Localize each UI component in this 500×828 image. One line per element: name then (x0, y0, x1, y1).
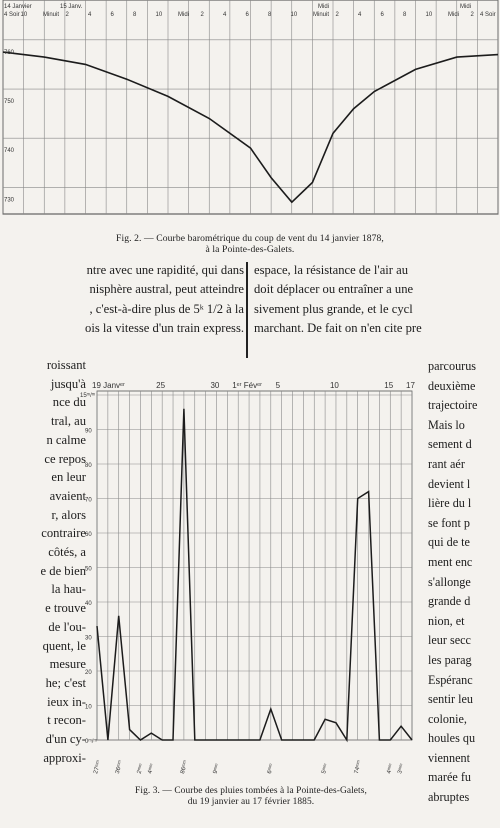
text-line: nisphère austral, peut atteindre (89, 282, 244, 297)
fig2-y-tick-label: 760 (4, 49, 15, 56)
text-line: la hau- (51, 582, 86, 597)
figure3-caption-line2: du 19 janvier au 17 février 1885. (187, 797, 315, 807)
text-line: qui de te (428, 535, 470, 550)
fig2-x-hour-label: Midi (448, 12, 460, 18)
text-line: houles qu (428, 731, 476, 746)
fig2-x-date-label: 14 Janvier (4, 4, 32, 10)
text-line: ment enc (428, 554, 473, 569)
text-line: approxi- (43, 750, 86, 765)
text-line: Mais lo (428, 417, 465, 432)
fig3-bottom-label: 9ᵐᵐ (212, 763, 222, 775)
text-line: colonie, (428, 711, 467, 726)
text-line: quent, le (42, 638, 86, 653)
fig2-x-hour-label: 10 (20, 12, 28, 18)
fig3-bottom-label: 5ᵐᵐ (321, 763, 330, 775)
text-line: parcourus (428, 359, 477, 373)
text-line: he; c'est (45, 675, 86, 690)
text-line: sentir leu (428, 692, 474, 707)
text-line: ois la vitesse d'un train express. (85, 321, 244, 336)
fig3-y-tick-label: 40 (85, 601, 92, 607)
fig2-x-date-label: Midi (318, 4, 330, 10)
figure3-caption (76, 786, 426, 808)
fig3-date-tick: 5 (275, 381, 281, 390)
text-line: espace, la résistance de l'air au (254, 263, 409, 277)
fig3-date-tick: 30 (210, 381, 220, 390)
fig3-date-tick: 10 (329, 381, 339, 390)
text-line: roissant (46, 358, 86, 372)
text-line: tral, au (51, 414, 86, 429)
fig2-x-hour-label: 4 (88, 12, 92, 18)
fig2-x-hour-label: Minuit (313, 12, 330, 18)
fig3-y-tick-label: 0ᵐ/ᵐ (85, 739, 97, 745)
fig3-y-tick-label: 80 (85, 463, 92, 469)
text-line: contraire (41, 526, 86, 541)
text-line: e trouve (45, 601, 86, 616)
fig3-date-tick: 15 (384, 381, 394, 390)
text-line: marée fu (428, 770, 471, 785)
fig2-x-hour-label: 6 (110, 12, 114, 18)
text-line: leur secc (428, 633, 471, 648)
fig2-x-hour-label: 6 (380, 12, 384, 18)
fig3-bottom-label: 27ᵐᵐ (93, 759, 103, 775)
fig2-x-hour-label: Minuit (43, 12, 60, 18)
text-line: e de bien (40, 563, 86, 578)
fig2-x-hour-label: Midi (178, 12, 190, 18)
text-line: doit déplacer ou entraîner a une (254, 282, 414, 297)
fig2-x-hour-label: 2 (200, 12, 204, 18)
fig2-y-tick-label: 750 (4, 99, 15, 106)
fig2-x-hour-label: 4 Soir (4, 12, 20, 18)
fig3-bottom-label: 6ᵐᵐ (266, 763, 276, 775)
text-line: les parag (428, 652, 472, 667)
text-line: en leur (51, 470, 86, 485)
fig3-y-tick-label: 10 (85, 704, 92, 711)
text-line: viennent (428, 750, 470, 765)
fig2-x-hour-label: 6 (245, 12, 249, 18)
fig3-y-tick-label: 60 (85, 532, 92, 538)
text-line: se font p (428, 515, 470, 530)
fig2-x-hour-label: 8 (403, 12, 407, 18)
fig3-y-tick-label: 50 (85, 566, 92, 573)
fig2-y-tick-label: 730 (4, 197, 15, 204)
fig2-x-date-label: Midi (460, 4, 472, 10)
fig3-bottom-label: 4ᵐᵐ (386, 763, 395, 775)
fig3-date-tick: 17 (406, 381, 415, 390)
text-line: deuxième (428, 378, 476, 393)
fig3-bottom-label: 86ᵐᵐ (180, 759, 190, 775)
text-line: s'allonge (428, 574, 471, 589)
text-line: devient l (428, 476, 471, 491)
fig2-x-hour-label: 2 (335, 12, 339, 18)
fig2-x-hour-label: 8 (133, 12, 137, 18)
fig2-y-tick-label: 740 (4, 148, 15, 155)
fig3-date-tick: 1ᵉʳ Févᵉʳ (232, 381, 263, 390)
figure2-caption-line2: à la Pointe-des-Galets. (205, 244, 295, 255)
text-line: Espéranc (428, 672, 473, 687)
text-line: jusqu'à (50, 376, 86, 391)
fig3-bottom-label: 3ᵐᵐ (397, 763, 406, 775)
text-line: n calme (46, 432, 86, 447)
text-line: lière du l (428, 496, 472, 511)
text-line: mesure (49, 657, 86, 672)
fig2-x-hour-label: 10 (425, 12, 433, 18)
rainfall-curve (97, 409, 412, 740)
fig3-unit-label: 15ᵐ/ᵐ (80, 393, 96, 399)
text-line: rant aér (428, 456, 465, 471)
fig2-x-hour-label: 4 (358, 12, 362, 18)
fig2-x-hour-label: 10 (155, 12, 163, 18)
fig2-x-hour-label: 8 (268, 12, 272, 18)
fig3-frame (97, 391, 412, 740)
fig3-y-tick-label: 70 (85, 497, 92, 504)
fig3-y-tick-label: 30 (85, 635, 92, 642)
text-line: , c'est-à-dire plus de 5ᵏ 1/2 à la (89, 301, 244, 316)
fig3-y-tick-label: 20 (85, 670, 92, 676)
text-line: nce du (52, 395, 86, 410)
fig3-bottom-label: 74ᵐᵐ (353, 759, 364, 775)
text-line: ieux in- (47, 694, 86, 709)
text-line: sivement plus grande, et le cycl (254, 301, 413, 316)
text-line: r, alors (51, 507, 86, 522)
figure3-caption-line1: Fig. 3. — Courbe des pluies tombées à la Pointe-des-Galets, (135, 786, 367, 796)
text-line: marchant. De fait on n'en cite pre (254, 321, 422, 336)
text-line: trajectoire (428, 398, 478, 413)
text-line: d'un cy- (45, 732, 86, 747)
fig3-y-tick-label: 90 (85, 428, 92, 435)
fig2-x-hour-label: 10 (290, 12, 298, 18)
fig2-x-date-label: 15 Janv. (60, 4, 83, 10)
fig3-bottom-label: 36ᵐᵐ (114, 759, 125, 775)
text-line: ntre avec une rapidité, qui dans (86, 263, 244, 277)
text-line: sement d (428, 437, 472, 452)
text-line: côtés, a (48, 545, 86, 560)
fig3-date-tick: 25 (156, 381, 166, 390)
fig2-x-hour-label: 4 (223, 12, 227, 18)
text-line: grande d (428, 594, 471, 609)
fig3-bottom-label: 2ᵐᵐ (136, 763, 146, 775)
text-line: nion, et (428, 613, 465, 628)
fig2-x-hour-label: 2 (470, 12, 474, 18)
fig2-x-hour-label: 2 (65, 12, 69, 18)
text-line: de l'ou- (48, 619, 86, 634)
fig2-x-hour-label: 4 Soir (480, 12, 496, 18)
fig3-date-tick: 19 Janvᵉʳ (92, 381, 125, 390)
text-line: avaient (49, 488, 86, 503)
text-line: abruptes (428, 790, 470, 805)
text-line: ce repos (44, 451, 86, 466)
text-line: t recon- (47, 713, 86, 728)
figure2-caption-line1: Fig. 2. — Courbe barométrique du coup de vent du 14 janvier 1878, (116, 233, 384, 244)
fig3-bottom-label: 4ᵐᵐ (147, 763, 156, 775)
